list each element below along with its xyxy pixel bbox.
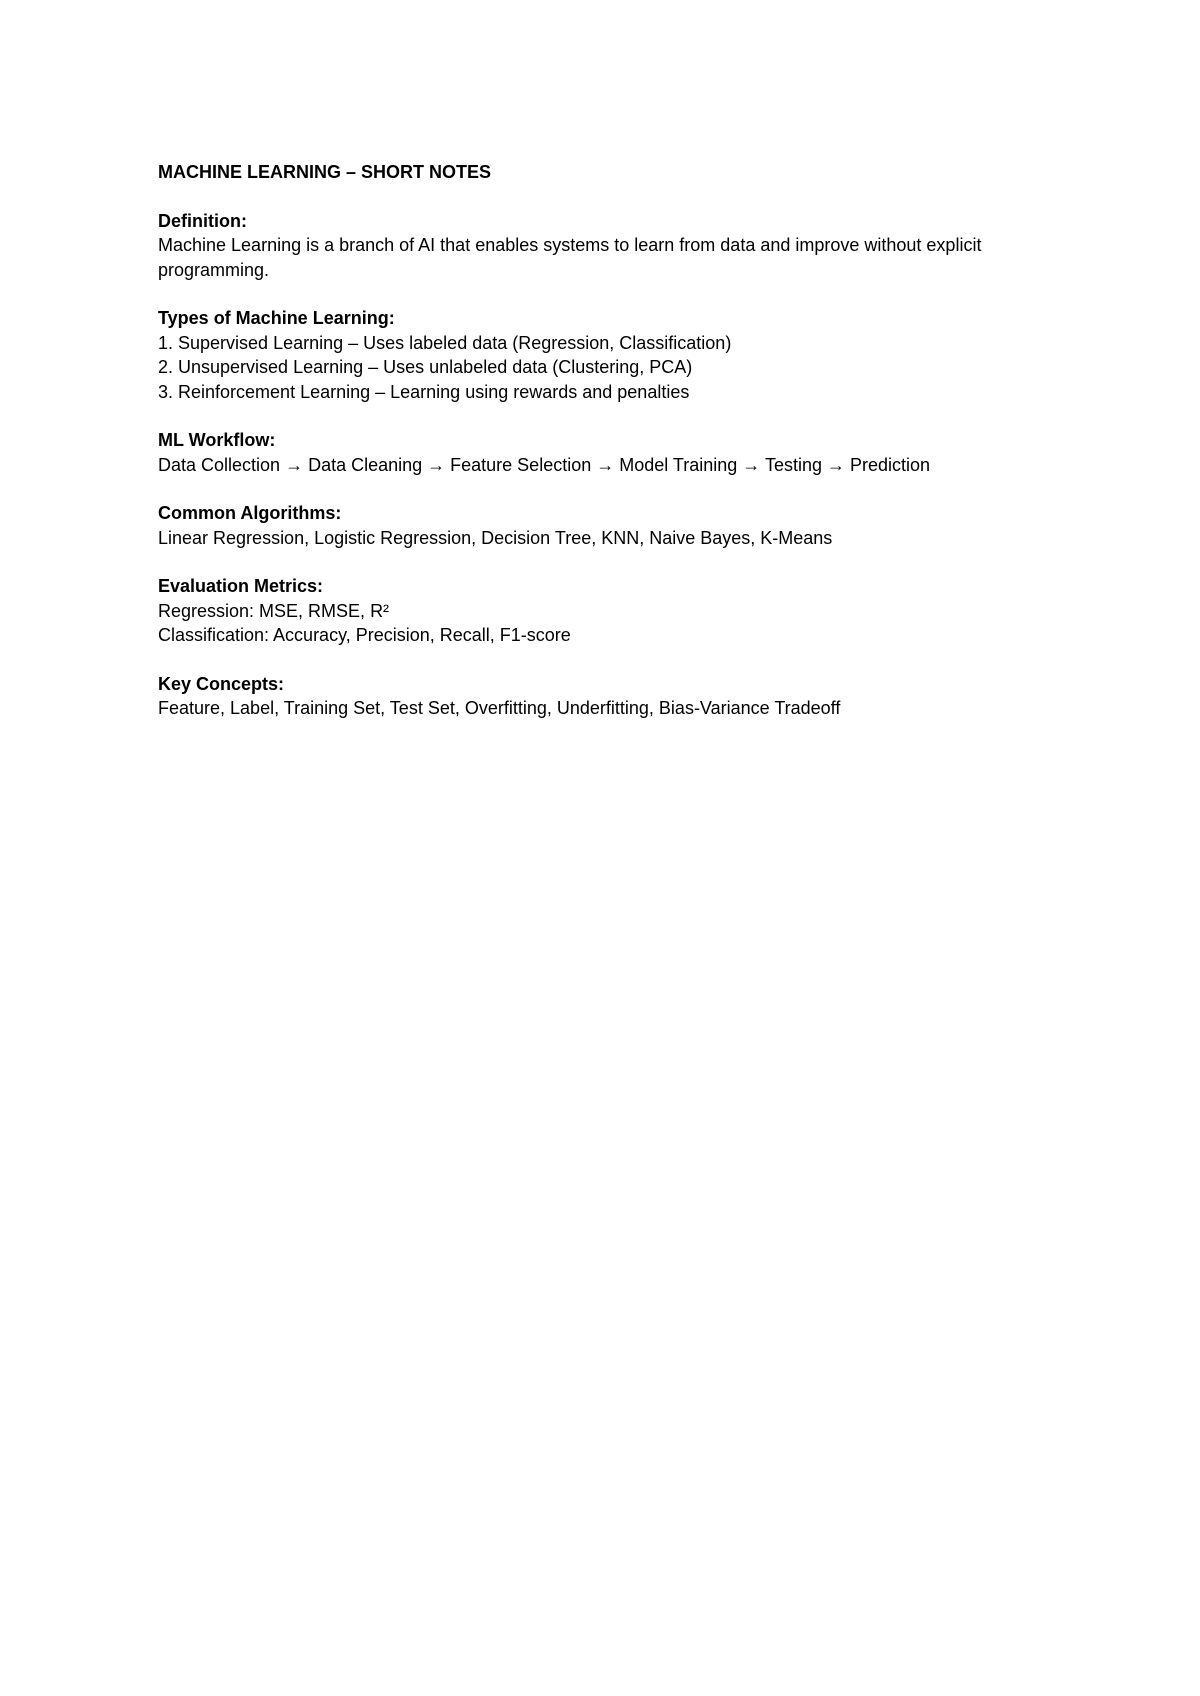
metrics-regression: Regression: MSE, RMSE, R² <box>158 600 390 621</box>
definition-section <box>158 209 1058 283</box>
concepts-text: Feature, Label, Training Set, Test Set, Overfitting, Underfitting, Bias-Variance Tradeoff <box>158 698 841 718</box>
document-page <box>158 160 1058 745</box>
metrics-heading: Evaluation Metrics: <box>158 576 324 596</box>
definition-text: Machine Learning is a branch of AI that enables systems to learn from data and improve without explicit programming. <box>158 235 982 280</box>
algorithms-text: Linear Regression, Logistic Regression, Decision Tree, KNN, Naive Bayes, K-Means <box>158 527 833 548</box>
concepts-heading: Key Concepts: <box>158 673 285 694</box>
types-item-reinforcement: 3. Reinforcement Learning – Learning using rewards and penalties <box>158 381 690 402</box>
concepts-section <box>158 672 1058 721</box>
workflow-text: Data Collection → Data Cleaning → Feature Selection → Model Training → Testing → Prediction <box>158 454 931 475</box>
metrics-section <box>158 574 1058 648</box>
workflow-heading: ML Workflow: <box>158 430 276 450</box>
algorithms-heading: Common Algorithms: <box>158 503 342 523</box>
metrics-classification: Classification: Accuracy, Precision, Recall, F1-score <box>158 625 571 645</box>
definition-heading: Definition: <box>158 210 247 231</box>
document-title: MACHINE LEARNING – SHORT NOTES <box>158 162 492 182</box>
types-section <box>158 306 1058 404</box>
types-item-unsupervised: 2. Unsupervised Learning – Uses unlabeled data (Clustering, PCA) <box>158 357 693 377</box>
types-heading: Types of Machine Learning: <box>158 308 395 328</box>
workflow-section <box>158 428 1058 477</box>
algorithms-section <box>158 501 1058 550</box>
types-item-supervised: 1. Supervised Learning – Uses labeled data (Regression, Classification) <box>158 332 732 353</box>
